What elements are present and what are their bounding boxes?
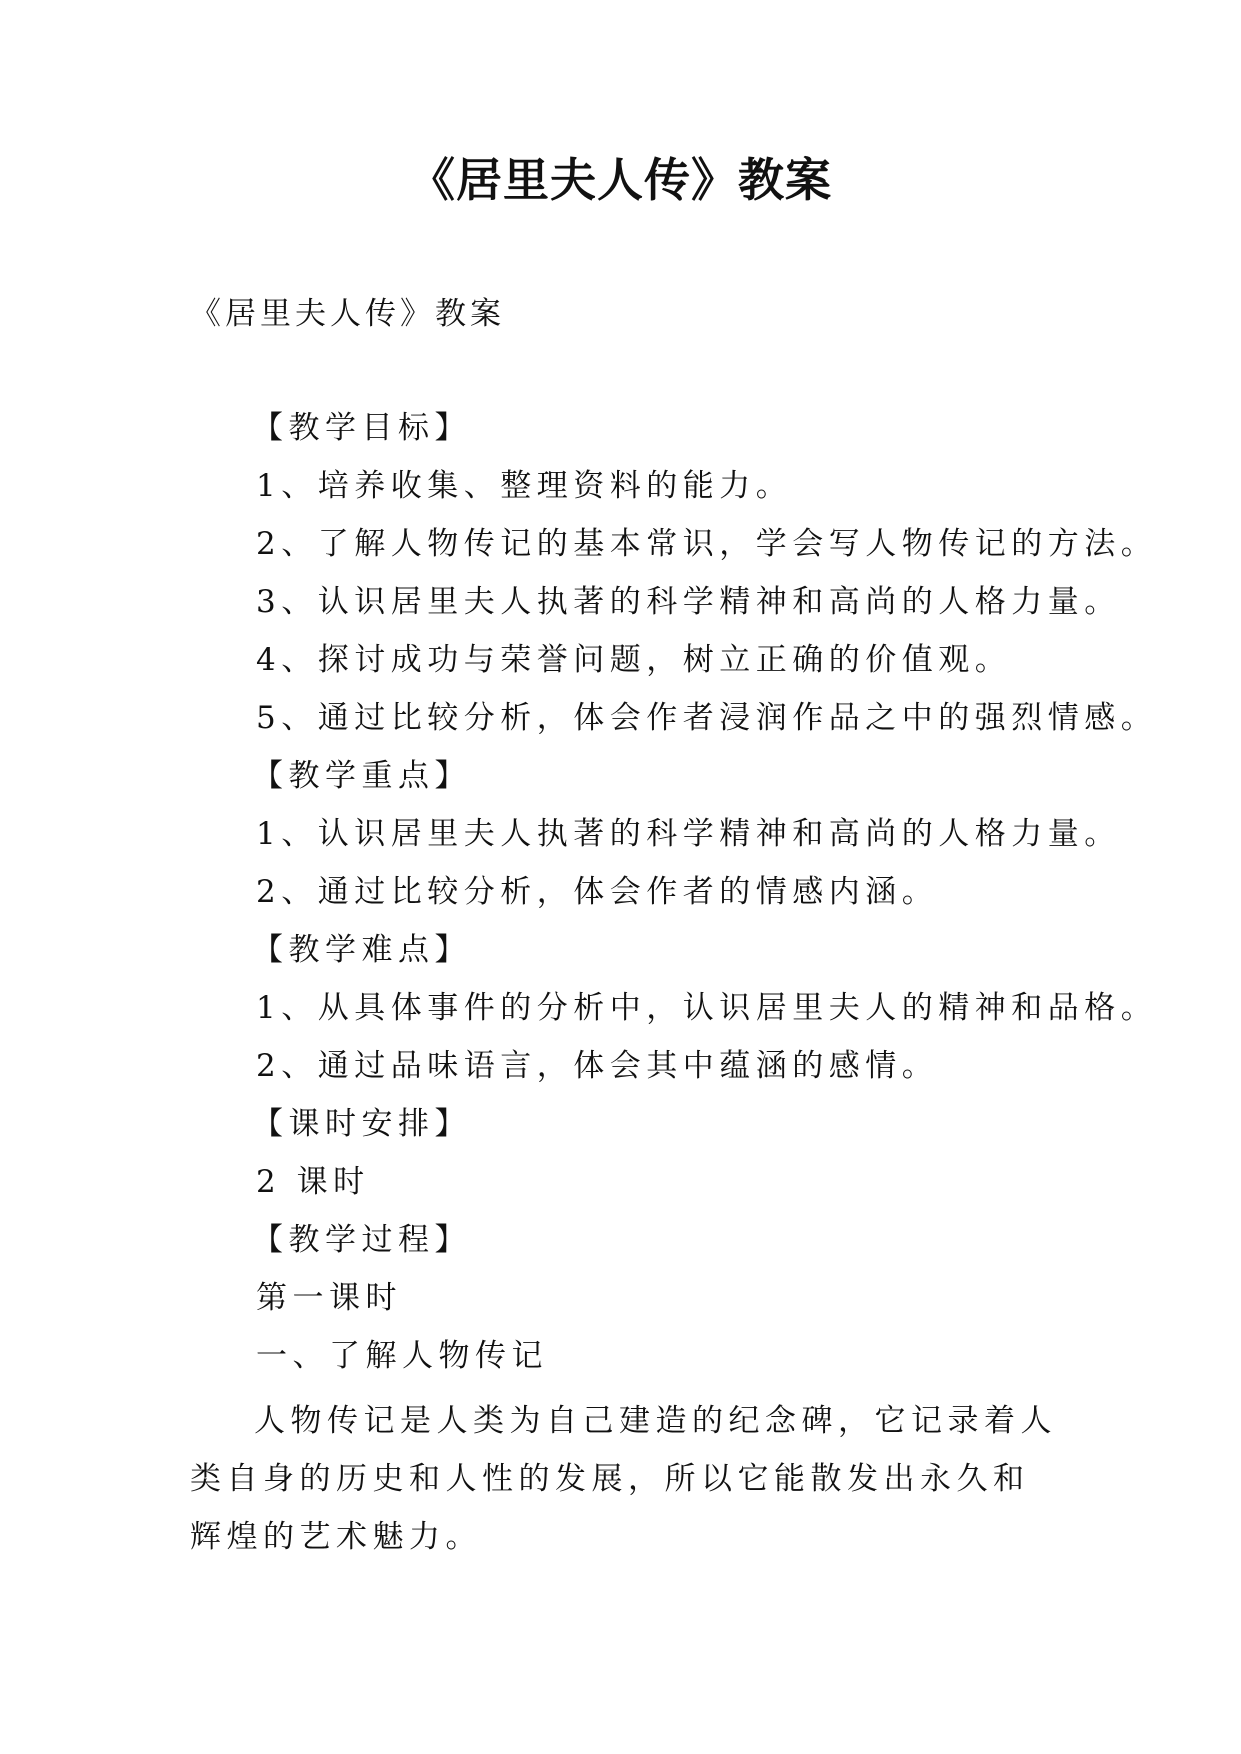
document-subtitle: 《居里夫人传》教案 [190, 296, 505, 332]
goal-item-4: 4、探讨成功与荣誉问题，树立正确的价值观。 [256, 642, 1012, 678]
section-heading-goals: 【教学目标】 [252, 410, 471, 446]
goal-item-1: 1、培养收集、整理资料的能力。 [256, 468, 793, 504]
key-point-item-2: 2、通过比较分析，体会作者的情感内涵。 [256, 874, 939, 910]
section-heading-schedule: 【课时安排】 [252, 1106, 471, 1142]
lesson-one-label: 第一课时 [256, 1280, 402, 1316]
difficulty-item-1: 1、从具体事件的分析中，认识居里夫人的精神和品格。 [256, 990, 1158, 1026]
goal-item-3: 3、认识居里夫人执著的科学精神和高尚的人格力量。 [256, 584, 1121, 620]
document-title: 《居里夫人传》教案 [409, 153, 832, 207]
key-point-item-1: 1、认识居里夫人执著的科学精神和高尚的人格力量。 [256, 816, 1121, 852]
part-one-title: 一、了解人物传记 [256, 1338, 548, 1374]
goal-item-5: 5、通过比较分析，体会作者浸润作品之中的强烈情感。 [256, 700, 1158, 736]
difficulty-item-2: 2、通过品味语言，体会其中蕴涵的感情。 [256, 1048, 939, 1084]
goal-item-2: 2、了解人物传记的基本常识，学会写人物传记的方法。 [256, 526, 1158, 562]
section-heading-key-points: 【教学重点】 [252, 758, 471, 794]
schedule-text: 2 课时 [256, 1164, 370, 1200]
section-heading-difficulties: 【教学难点】 [252, 932, 471, 968]
part-one-paragraph: 人物传记是人类为自己建造的纪念碑，它记录着人类自身的历史和人性的发展，所以它能散发出永久和辉煌的艺术魅力。 [190, 1403, 1057, 1555]
section-heading-process: 【教学过程】 [252, 1222, 471, 1258]
